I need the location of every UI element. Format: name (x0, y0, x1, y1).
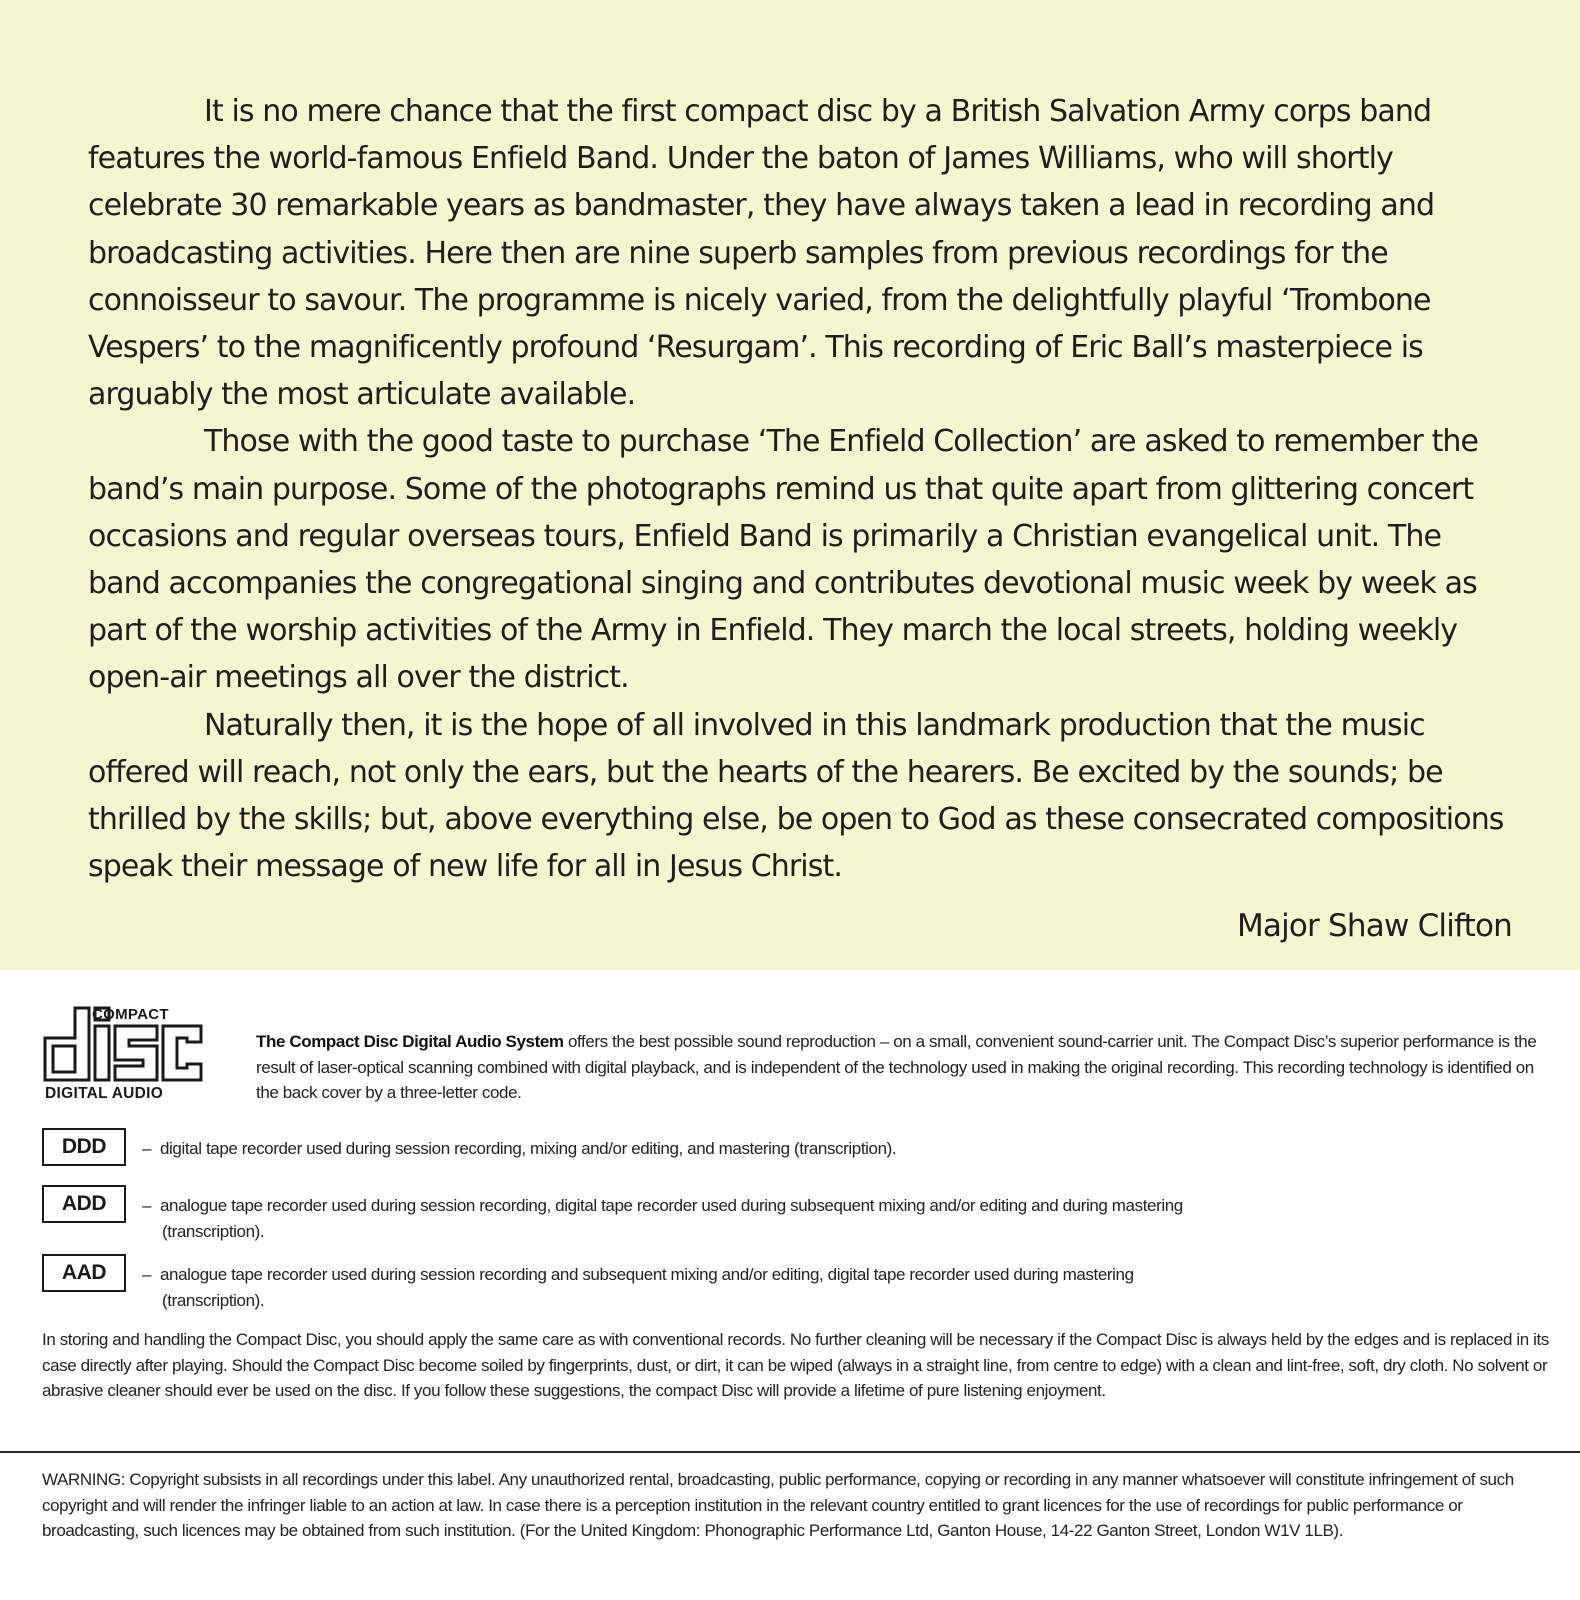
code-description (142, 1262, 1580, 1313)
essay-paragraph-3: Naturally then, it is the hope of all involved in this landmark production that the music offered will reach, not only the ears, but the hearts of the hearers. Be excited by the sounds; be thrilled by the skills; but, above everything else, be open to God as these consecrated compositions speak their message of new life for all in Jesus Christ. (88, 707, 1504, 885)
intro-text: offers the best possible sound reproduction – on a small, convenient sound-carrier unit. The Compact Disc’s superior performance is the result of laser-optical scanning combined with digital playback, and is independent of the technology used in making the original recording. This recording technology is identified on the back cover by a three-letter code. (256, 1032, 1537, 1102)
code-line-1: analogue tape recorder used during session recording and subsequent mixing and/or editing, digital tape recorder used during mastering (160, 1265, 1134, 1284)
code-line-1: analogue tape recorder used during session recording, digital tape recorder used during subsequent mixing and/or editing and during mastering (160, 1196, 1183, 1215)
disc-wordmark-icon (42, 1006, 204, 1088)
cd-system-intro (256, 1029, 1546, 1106)
essay-paragraph-2: Those with the good taste to purchase ‘The Enfield Collection’ are asked to remember the band’s main purpose. Some of the photographs remind us that quite apart from glittering concert occasions and regular overseas tours, Enfield Band is primarily a Christian evangelical unit. The band accompanies the congregational singing and contributes devotional music week by week as part of the worship activities of the Army in Enfield. They march the local streets, holding weekly open-air meetings all over the district. (88, 424, 1479, 696)
code-line-2: (transcription). (162, 1290, 265, 1310)
code-description (142, 1136, 1580, 1162)
essay-paragraph-1: It is no mere chance that the first compact disc by a British Salvation Army corps band features the world-famous Enfield Band. Under the baton of James Williams, who will shortly celebrate 30 remarkable years as bandmaster, they have always taken a lead in recording and broadcasting activities. Here then are nine superb samples from previous recordings for the connoisseur to savour. The programme is nicely varied, from the delightfully playful ‘Trombone Vespers’ to the magnificently profound ‘Resurgam’. This recording of Eric Ball’s masterpiece is arguably the most articulate available. (88, 94, 1435, 413)
code-badge: DDD (42, 1128, 126, 1166)
essay-signature: Major Shaw Clifton (1236, 908, 1512, 944)
code-dash: – (142, 1265, 152, 1284)
code-badge: ADD (42, 1185, 126, 1223)
code-line-2: (transcription). (162, 1221, 265, 1241)
intro-lead: The Compact Disc Digital Audio System (256, 1032, 564, 1051)
essay-text (88, 88, 1508, 890)
logo-top-word: COMPACT (92, 1006, 169, 1023)
code-dash: – (142, 1139, 152, 1158)
compact-disc-logo (42, 1006, 204, 1106)
logo-main-word: disc (42, 1006, 44, 1007)
copyright-warning: WARNING: Copyright subsists in all recordings under this label. Any unauthorized rental, broadcasting, public performance, copying or recording in any manner whatsoever will constitute infringement of such copyright and will render the infringer liable to an action at law. In case there is a perception institution in the relevant country entitled to grant licences for the use of recordings for public performance or broadcasting, such licences may be obtained from such institution. (For the United Kingdom: Phonographic Performance Ltd, Ganton House, 14-22 Ganton Street, London W1V 1LB). (42, 1470, 1514, 1540)
logo-bottom-word: DIGITAL AUDIO (45, 1085, 164, 1102)
code-line-1: digital tape recorder used during session recording, mixing and/or editing, and mastering (transcription). (160, 1139, 897, 1158)
code-badge: AAD (42, 1254, 126, 1292)
code-description (142, 1193, 1580, 1244)
code-dash: – (142, 1196, 152, 1215)
care-instructions: In storing and handling the Compact Disc, you should apply the same care as with conventional records. No further cleaning will be necessary if the Compact Disc is always held by the edges and is replaced in its case directly after playing. Should the Compact Disc become soiled by fingerprints, dust, or dirt, it can be wiped (always in a straight line, from centre to edge) with a clean and lint-free, soft, dry cloth. No solvent or abrasive cleaner should ever be used on the disc. If you follow these suggestions, the compact Disc will provide a lifetime of pure listening enjoyment. (42, 1330, 1549, 1400)
section-divider (0, 1451, 1580, 1453)
